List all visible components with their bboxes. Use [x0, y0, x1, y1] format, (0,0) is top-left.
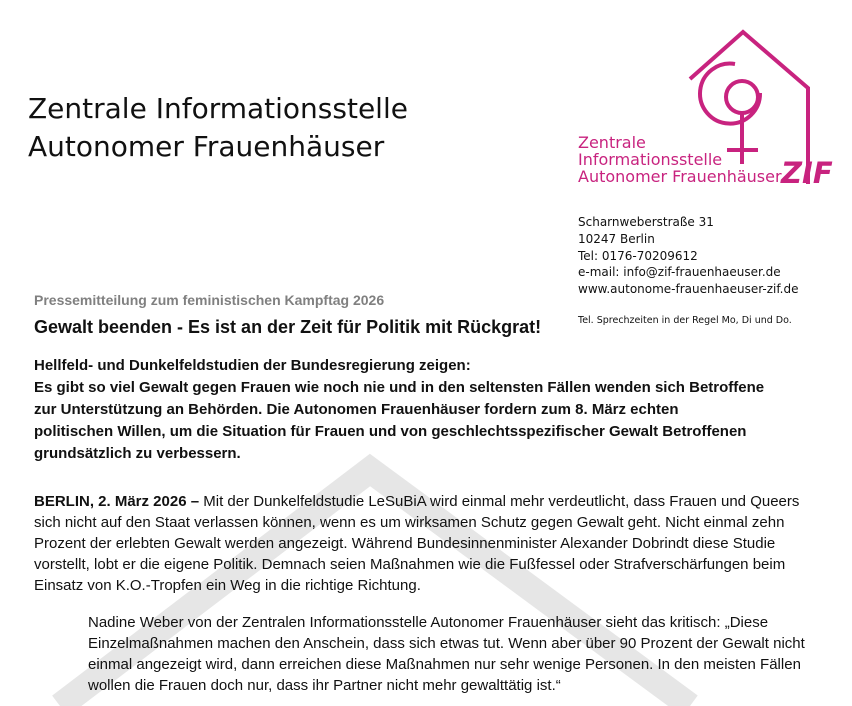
body-line: [34, 491, 824, 512]
contact-block: [578, 214, 799, 298]
release-lead: [34, 355, 824, 465]
lead-line: politischen Willen, um die Situation für Frauen und von geschlechtsspezifischer Gewalt Betroffenen: [34, 423, 747, 440]
logo-line1: Zentrale: [578, 133, 646, 152]
release-body-paragraph-1: [34, 491, 824, 596]
lead-line: grundsätzlich zu verbessern.: [34, 445, 241, 462]
quote-line: Einzelmaßnahmen machen den Anschein, dass sich etwas tut. Wenn aber über 90 Prozent der Gewalt nicht: [88, 635, 805, 652]
contact-phone: Tel: 0176-70209612: [578, 248, 698, 263]
quote-line: wollen die Frauen doch nur, dass ihr Partner nicht mehr gewalttätig ist.“: [88, 677, 561, 694]
release-body-quote: [88, 612, 828, 696]
org-title: [28, 90, 408, 166]
quote-line: einmal angezeigt wird, dann erreichen diese Maßnahmen nur sehr wenige Personen. In den meisten Fällen: [88, 656, 801, 673]
contact-hours: Tel. Sprechzeiten in der Regel Mo, Di und Do.: [578, 315, 792, 326]
lead-line: zur Unterstützung an Behörden. Die Autonomen Frauenhäuser fordern zum 8. März echten: [34, 401, 679, 418]
org-title-line1: Zentrale Informationsstelle: [28, 92, 408, 125]
body-line: Prozent der erlebten Gewalt werden angezeigt. Während Bundesinnenminister Alexander Dobrindt diese Studie: [34, 535, 776, 552]
logo-abbr: ZIF: [781, 156, 833, 190]
logo-line3: Autonomer Frauenhäuser: [578, 167, 782, 186]
logo-text: [578, 134, 782, 185]
lead-line: Es gibt so viel Gewalt gegen Frauen wie noch nie und in den seltensten Fällen wenden sich Betroffene: [34, 379, 765, 396]
quote-line: Nadine Weber von der Zentralen Informationsstelle Autonomer Frauenhäuser sieht das kritisch: „Diese: [88, 614, 769, 631]
body-line-text: Mit der Dunkelfeldstudie LeSuBiA wird einmal mehr verdeutlicht, dass Frauen und Queers: [199, 493, 800, 510]
contact-email[interactable]: e-mail: info@zif-frauenhaeuser.de: [578, 265, 781, 280]
body-line: sich nicht auf den Staat verlassen können, wenn es um wirksamen Schutz gegen Gewalt geht. Nicht einmal zehn: [34, 514, 785, 531]
lead-line: Hellfeld- und Dunkelfeldstudien der Bundesregierung zeigen:: [34, 357, 471, 374]
contact-street: Scharnweberstraße 31: [578, 215, 714, 229]
org-title-line2: Autonomer Frauenhäuser: [28, 130, 385, 163]
body-line: Einsatz von K.O.-Tropfen ein Weg in die richtige Richtung.: [34, 577, 421, 594]
contact-web[interactable]: www.autonome-frauenhaeuser-zif.de: [578, 282, 799, 297]
contact-city: 10247 Berlin: [578, 231, 655, 246]
body-line: vorstellt, lobt er die eigene Politik. Demnach seien Maßnahmen wie die Fußfessel oder Strafverschärfungen beim: [34, 556, 786, 573]
dateline: BERLIN, 2. März 2026 –: [34, 493, 200, 510]
logo-line2: Informationsstelle: [578, 150, 723, 169]
release-kicker: Pressemitteilung zum feministischen Kampftag 2026: [34, 292, 385, 308]
release-headline: Gewalt beenden - Es ist an der Zeit für Politik mit Rückgrat!: [34, 317, 542, 337]
